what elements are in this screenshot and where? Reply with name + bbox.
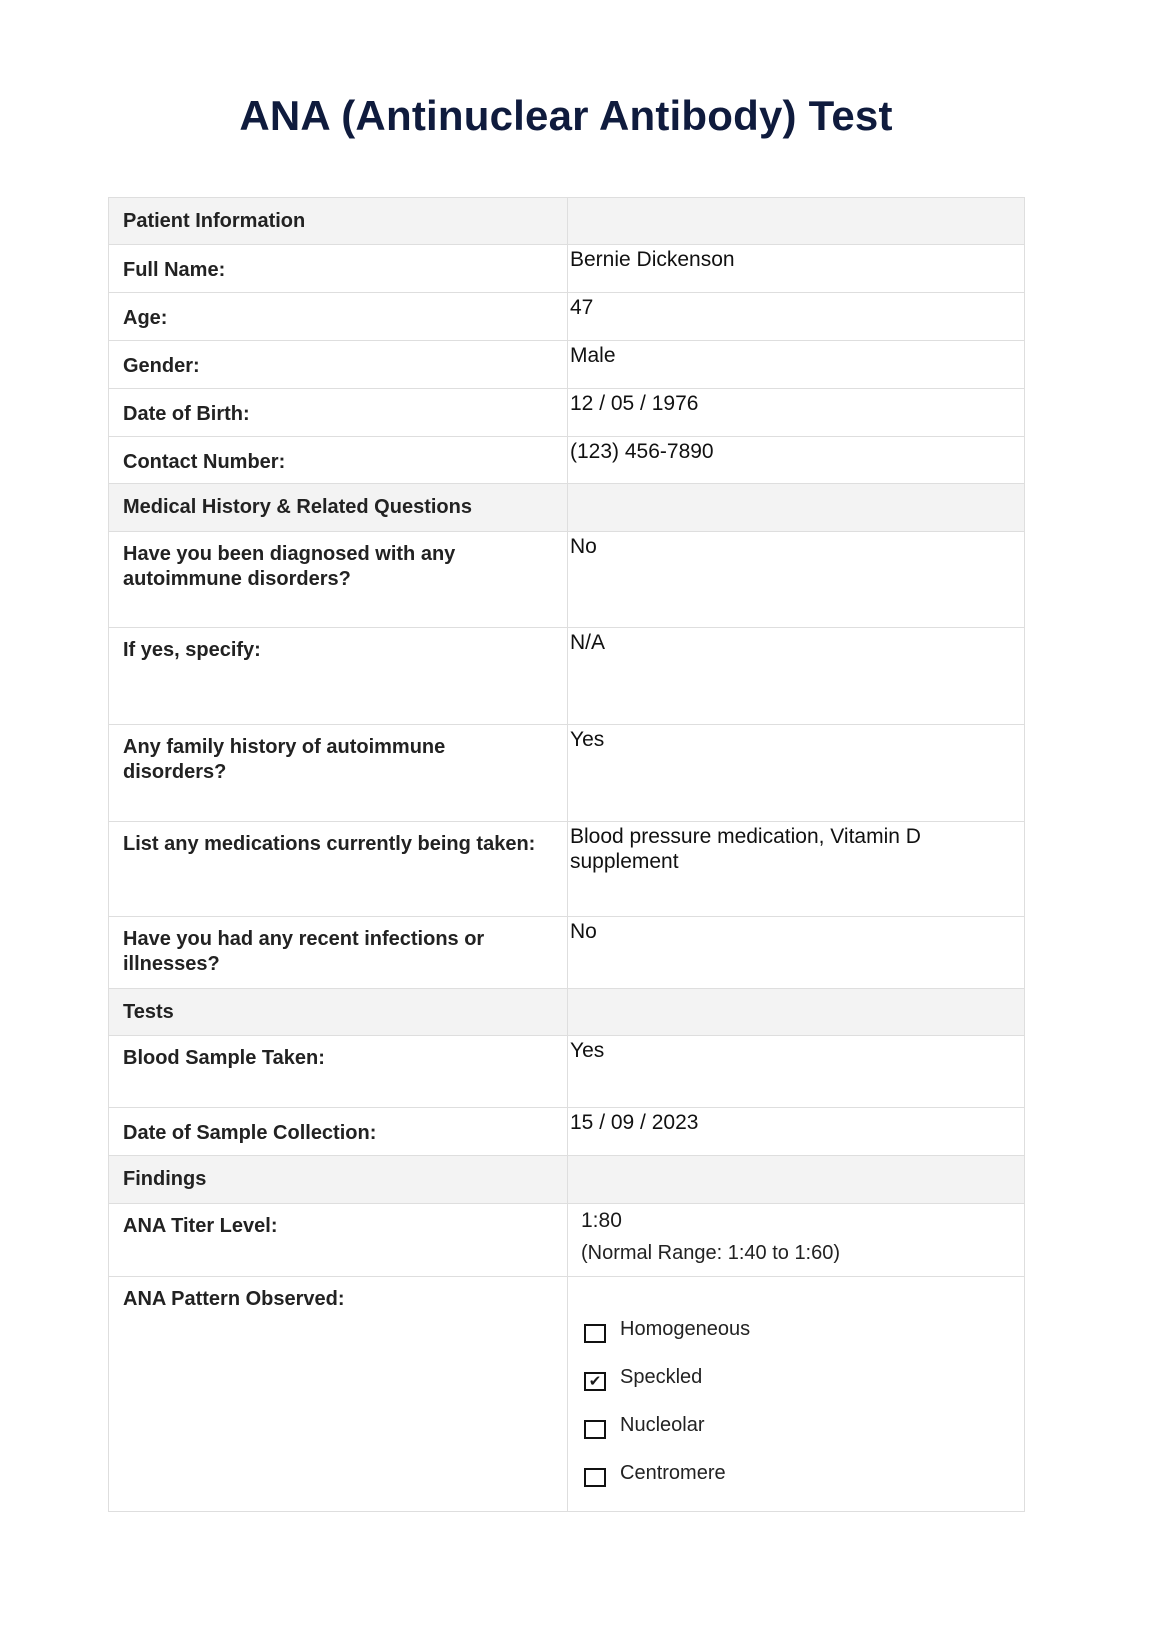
medications-field[interactable]: Blood pressure medication, Vitamin D supplement [570, 825, 921, 873]
checkbox-checked-icon[interactable]: ✔ [584, 1372, 606, 1391]
titer-normal-range: (Normal Range: 1:40 to 1:60) [581, 1242, 841, 1264]
field-label: Have you been diagnosed with any autoimmune disorders? [123, 543, 456, 590]
table-row [109, 245, 1025, 293]
pattern-option-homogeneous[interactable] [584, 1305, 1024, 1353]
table-row [109, 1036, 1025, 1108]
pattern-option-centromere[interactable] [584, 1449, 1024, 1497]
blood-sample-field[interactable]: Yes [570, 1039, 605, 1062]
section-row-tests [109, 989, 1025, 1036]
field-label: ANA Titer Level: [123, 1215, 278, 1237]
field-label: Any family history of autoimmune disorders? [123, 736, 446, 783]
pattern-option-nucleolar[interactable] [584, 1401, 1024, 1449]
section-heading: Findings [123, 1168, 207, 1190]
table-row [109, 917, 1025, 989]
option-label: Homogeneous [620, 1317, 751, 1340]
section-heading: Patient Information [123, 210, 306, 232]
checkbox-icon[interactable] [584, 1468, 606, 1487]
field-label: ANA Pattern Observed: [123, 1288, 345, 1310]
sample-date-field[interactable]: 15 / 09 / 2023 [570, 1111, 699, 1134]
table-row [109, 1204, 1025, 1277]
titer-value: 1:80 [581, 1209, 622, 1232]
section-heading: Tests [123, 1001, 174, 1023]
table-row [109, 341, 1025, 389]
table-row [109, 293, 1025, 341]
section-heading: Medical History & Related Questions [123, 496, 472, 518]
family-history-field[interactable]: Yes [570, 728, 605, 751]
table-row [109, 725, 1025, 822]
field-label: Gender: [123, 355, 200, 377]
field-label: Contact Number: [123, 451, 286, 473]
table-row [109, 1108, 1025, 1156]
checkbox-icon[interactable] [584, 1324, 606, 1343]
table-row [109, 389, 1025, 437]
field-label: Full Name: [123, 259, 226, 281]
pattern-option-speckled[interactable] [584, 1353, 1024, 1401]
gender-field[interactable]: Male [570, 344, 616, 367]
pattern-checkbox-group [568, 1277, 1024, 1497]
table-row [109, 532, 1025, 628]
field-label: Blood Sample Taken: [123, 1047, 325, 1069]
field-label: If yes, specify: [123, 639, 261, 661]
recent-infections-field[interactable]: No [570, 920, 597, 943]
option-label: Nucleolar [620, 1413, 705, 1436]
field-label: Date of Birth: [123, 403, 250, 425]
table-row [109, 628, 1025, 725]
titer-field[interactable] [568, 1204, 1024, 1266]
contact-field[interactable]: (123) 456-7890 [570, 440, 714, 463]
full-name-field[interactable]: Bernie Dickenson [570, 248, 735, 271]
field-label: Age: [123, 307, 168, 329]
age-field[interactable]: 47 [570, 296, 594, 319]
field-label: List any medications currently being taken: [123, 833, 536, 855]
section-row-patient-info [109, 198, 1025, 245]
table-row [109, 1277, 1025, 1512]
dob-field[interactable]: 12 / 05 / 1976 [570, 392, 699, 415]
section-row-findings [109, 1156, 1025, 1204]
table-row [109, 437, 1025, 484]
table-row [109, 822, 1025, 917]
option-label: Centromere [620, 1461, 726, 1484]
autoimmune-diagnosis-field[interactable]: No [570, 535, 597, 558]
option-label: Speckled [620, 1365, 703, 1388]
checkbox-icon[interactable] [584, 1420, 606, 1439]
ana-test-form [108, 197, 1025, 1512]
field-label: Have you had any recent infections or illnesses? [123, 928, 485, 975]
section-row-medical-history [109, 484, 1025, 532]
field-label: Date of Sample Collection: [123, 1122, 377, 1144]
page-title: ANA (Antinuclear Antibody) Test [239, 92, 893, 139]
autoimmune-specify-field[interactable]: N/A [570, 631, 606, 654]
